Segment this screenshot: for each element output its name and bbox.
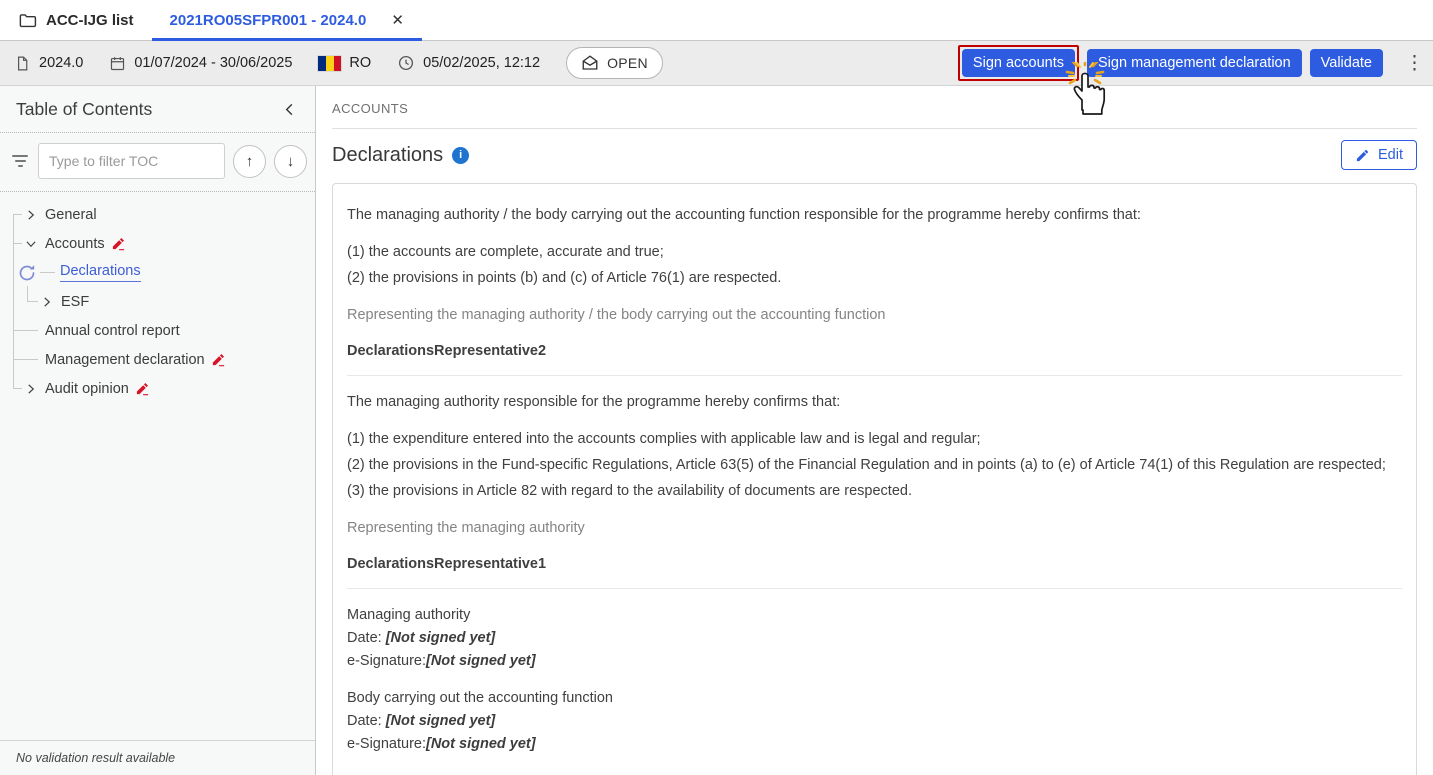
breadcrumb: ACCOUNTS bbox=[332, 86, 1417, 129]
romania-flag-icon bbox=[318, 56, 341, 71]
sign-accounts-button[interactable]: Sign accounts bbox=[962, 49, 1075, 77]
draft-pen-icon bbox=[111, 236, 126, 251]
date-range-label: 01/07/2024 - 30/06/2025 bbox=[134, 55, 293, 71]
toc-title: Table of Contents bbox=[16, 99, 153, 119]
country-item bbox=[318, 55, 371, 71]
chevron-right-icon[interactable] bbox=[22, 209, 40, 221]
toc-item-label: Management declaration bbox=[45, 351, 205, 368]
edit-button[interactable] bbox=[1341, 140, 1417, 170]
representative-name: DeclarationsRepresentative1 bbox=[347, 556, 547, 572]
scroll-up-button[interactable] bbox=[233, 145, 266, 178]
tab-document-active[interactable] bbox=[152, 0, 422, 40]
toc-filter-row bbox=[0, 133, 315, 192]
sign-management-declaration-button[interactable]: Sign management declaration bbox=[1087, 49, 1302, 77]
title-row bbox=[332, 129, 1417, 183]
not-signed-value: [Not signed yet] bbox=[426, 736, 536, 752]
refresh-icon bbox=[14, 260, 40, 286]
clock-icon bbox=[397, 54, 415, 72]
toolbar bbox=[0, 41, 1433, 86]
esignature-label: e-Signature: bbox=[347, 736, 426, 752]
declaration-text: (1) the expenditure entered into the accounts complies with applicable law and is legal and regular; bbox=[347, 431, 981, 447]
validate-button[interactable]: Validate bbox=[1310, 49, 1383, 77]
toc-item-general[interactable] bbox=[0, 200, 315, 229]
toc-item-label: Declarations bbox=[60, 263, 141, 282]
not-signed-value: [Not signed yet] bbox=[385, 630, 496, 646]
declarations-document bbox=[332, 183, 1417, 775]
version-item bbox=[14, 55, 83, 72]
signature-esign-line bbox=[347, 651, 1402, 671]
representing-text: Representing the managing authority / the body carrying out the accounting function bbox=[347, 307, 886, 323]
draft-pen-icon bbox=[135, 381, 150, 396]
signature-party: Body carrying out the accounting function bbox=[347, 690, 613, 706]
tab-label: 2021RO05SFPR001 - 2024.0 bbox=[169, 11, 367, 29]
status-badge bbox=[566, 47, 663, 79]
sign-accounts-highlight bbox=[958, 45, 1079, 81]
tab-label: ACC-IJG list bbox=[46, 11, 134, 29]
filter-icon bbox=[10, 155, 30, 167]
representing-text: Representing the managing authority bbox=[347, 520, 585, 536]
signature-block-accounting-body bbox=[347, 688, 1402, 754]
tab-bar bbox=[0, 0, 1433, 41]
tab-acc-ijg-list[interactable] bbox=[0, 0, 152, 40]
date-label: Date: bbox=[347, 713, 382, 729]
timestamp-label: 05/02/2025, 12:12 bbox=[423, 55, 541, 71]
not-signed-value: [Not signed yet] bbox=[385, 713, 496, 729]
date-range-item bbox=[109, 55, 292, 72]
arrow-down-icon: ↓ bbox=[286, 152, 295, 170]
draft-pen-icon bbox=[211, 352, 226, 367]
declaration-text: (2) the provisions in points (b) and (c) of Article 76(1) are respected. bbox=[347, 270, 782, 286]
toc-item-label: General bbox=[45, 206, 97, 223]
esignature-label: e-Signature: bbox=[347, 653, 426, 669]
toc-item-audit-opinion[interactable] bbox=[0, 374, 315, 403]
toc-item-accounts[interactable] bbox=[0, 229, 315, 258]
date-label: Date: bbox=[347, 630, 382, 646]
toc-sidebar bbox=[0, 86, 316, 775]
toc-item-esf[interactable] bbox=[0, 287, 315, 316]
open-envelope-icon bbox=[581, 54, 599, 72]
file-icon bbox=[14, 55, 31, 72]
info-icon[interactable]: i bbox=[452, 147, 469, 164]
content-area bbox=[0, 86, 1433, 775]
representative-name: DeclarationsRepresentative2 bbox=[347, 343, 547, 359]
signature-party: Managing authority bbox=[347, 607, 471, 623]
country-label: RO bbox=[349, 55, 372, 71]
not-signed-value: [Not signed yet] bbox=[426, 653, 536, 669]
divider bbox=[347, 588, 1402, 589]
signature-date-line bbox=[347, 711, 1402, 731]
status-label: OPEN bbox=[607, 55, 648, 71]
timestamp-item bbox=[397, 54, 540, 72]
toc-item-label: Accounts bbox=[45, 235, 105, 252]
toc-item-label: Annual control report bbox=[45, 322, 180, 339]
declaration-text: The managing authority responsible for the programme hereby confirms that: bbox=[347, 394, 841, 410]
kebab-menu-icon[interactable]: ⋮ bbox=[1399, 53, 1419, 74]
close-icon[interactable]: ✕ bbox=[391, 12, 404, 29]
chevron-down-icon[interactable] bbox=[22, 238, 40, 250]
arrow-up-icon: ↑ bbox=[245, 152, 254, 170]
chevron-right-icon[interactable] bbox=[22, 383, 40, 395]
declaration-text: The managing authority / the body carrying out the accounting function responsible for the programme hereby confirms that: bbox=[347, 207, 1141, 223]
divider bbox=[347, 375, 1402, 376]
toc-item-declarations-selected[interactable] bbox=[0, 258, 315, 287]
folder-icon bbox=[18, 11, 37, 30]
signature-date-line bbox=[347, 628, 1402, 648]
signature-block-managing-authority bbox=[347, 605, 1402, 671]
calendar-icon bbox=[109, 55, 126, 72]
toc-tree bbox=[0, 192, 315, 403]
main-panel bbox=[316, 86, 1433, 775]
declaration-text: (1) the accounts are complete, accurate and true; bbox=[347, 244, 664, 260]
signature-esign-line bbox=[347, 734, 1402, 754]
version-label: 2024.0 bbox=[39, 55, 84, 71]
edit-button-label: Edit bbox=[1378, 147, 1403, 163]
toc-item-label: ESF bbox=[61, 293, 90, 310]
validation-status-text: No validation result available bbox=[0, 740, 315, 775]
chevron-right-icon[interactable] bbox=[38, 296, 56, 308]
scroll-down-button[interactable] bbox=[274, 145, 307, 178]
collapse-sidebar-icon[interactable] bbox=[280, 100, 299, 119]
declaration-text: (3) the provisions in Article 82 with regard to the availability of documents are respected. bbox=[347, 483, 912, 499]
toc-filter-input[interactable] bbox=[38, 143, 225, 179]
page-title-text: Declarations bbox=[332, 143, 444, 166]
page-title bbox=[332, 144, 469, 167]
pencil-icon bbox=[1355, 148, 1370, 163]
toolbar-meta bbox=[14, 47, 958, 79]
toc-item-label: Audit opinion bbox=[45, 380, 129, 397]
toc-header bbox=[0, 86, 315, 133]
toc-item-annual-control-report[interactable] bbox=[0, 316, 315, 345]
toc-item-management-declaration[interactable] bbox=[0, 345, 315, 374]
declaration-text: (2) the provisions in the Fund-specific Regulations, Article 63(5) of the Financial Regulation and in points (a) to (e) of Article 74(1) of this Regulation are respected; bbox=[347, 457, 1386, 473]
toolbar-actions bbox=[958, 45, 1424, 81]
